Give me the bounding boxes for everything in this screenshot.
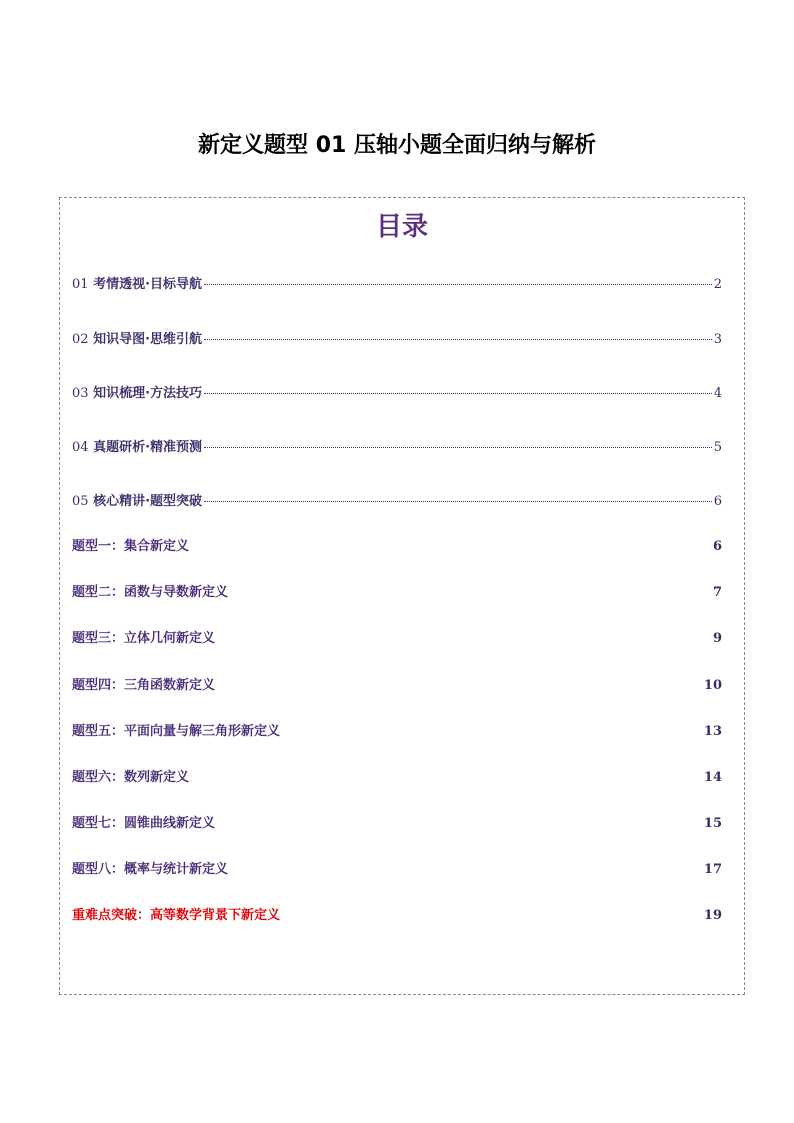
toc-entry-page: 5	[713, 440, 722, 455]
toc-entry-01[interactable]	[72, 276, 722, 294]
toc-subentry-page: 7	[712, 585, 722, 600]
toc-subentry-highlight[interactable]	[72, 907, 722, 925]
toc-subentry[interactable]	[72, 861, 722, 879]
toc-entry-03[interactable]	[72, 385, 722, 403]
toc-entry-number: 04	[72, 440, 89, 455]
toc-subentry-page: 9	[712, 631, 722, 646]
document-title: 新定义题型 01 压轴小题全面归纳与解析	[198, 133, 596, 158]
toc-subentry-label: 题型六：数列新定义	[72, 770, 190, 785]
toc-leader-dots	[204, 445, 712, 448]
toc-subentry-label: 题型一：集合新定义	[72, 539, 190, 554]
toc-entry-page: 4	[713, 386, 722, 401]
toc-entry-number: 01	[72, 277, 89, 292]
toc-entry-number: 05	[72, 494, 89, 509]
toc-leader-dots	[204, 337, 712, 340]
toc-entry-05[interactable]	[72, 493, 722, 511]
toc-subentry-page: 14	[703, 770, 722, 785]
toc-subentry-page: 19	[703, 908, 722, 923]
toc-leader-dots	[204, 499, 712, 502]
toc-entry-label: 考情透视·目标导航	[88, 277, 203, 292]
toc-entry-number: 02	[72, 332, 89, 347]
toc-subentry-label: 题型四：三角函数新定义	[72, 678, 216, 693]
toc-entry-page: 3	[713, 332, 722, 347]
toc-entry-label: 真题研析·精准预测	[88, 440, 203, 455]
toc-leader-dots	[204, 282, 712, 285]
toc-entry-page: 6	[713, 494, 722, 509]
toc-entry-label: 知识导图·思维引航	[88, 332, 203, 347]
toc-subentry-label: 题型五：平面向量与解三角形新定义	[72, 724, 281, 739]
toc-subentry-label: 题型三：立体几何新定义	[72, 631, 216, 646]
toc-leader-dots	[204, 391, 712, 394]
toc-subentry-label: 题型八：概率与统计新定义	[72, 862, 229, 877]
toc-subentry[interactable]	[72, 538, 722, 556]
toc-subentry-page: 17	[703, 862, 722, 877]
toc-subentry-page: 15	[703, 816, 722, 831]
toc-entry-number: 03	[72, 386, 89, 401]
toc-entry-04[interactable]	[72, 439, 722, 457]
toc-entry-page: 2	[713, 277, 722, 292]
toc-subentry[interactable]	[72, 630, 722, 648]
toc-subentry-page: 6	[712, 539, 722, 554]
toc-subentry[interactable]	[72, 584, 722, 602]
toc-subentry-label: 题型二：函数与导数新定义	[72, 585, 229, 600]
toc-subentry-label: 题型七：圆锥曲线新定义	[72, 816, 216, 831]
toc-entry-label: 核心精讲·题型突破	[88, 494, 203, 509]
table-of-contents	[59, 197, 745, 995]
toc-subentry[interactable]	[72, 815, 722, 833]
toc-subentry[interactable]	[72, 677, 722, 695]
toc-subentry-page: 10	[703, 678, 722, 693]
toc-entry-label: 知识梳理·方法技巧	[88, 386, 203, 401]
toc-subentry[interactable]	[72, 723, 722, 741]
toc-subentry[interactable]	[72, 769, 722, 787]
toc-heading: 目录	[375, 212, 428, 242]
toc-subentry-label: 重难点突破：高等数学背景下新定义	[72, 908, 281, 923]
toc-subentry-page: 13	[703, 724, 722, 739]
toc-entry-02[interactable]	[72, 331, 722, 349]
